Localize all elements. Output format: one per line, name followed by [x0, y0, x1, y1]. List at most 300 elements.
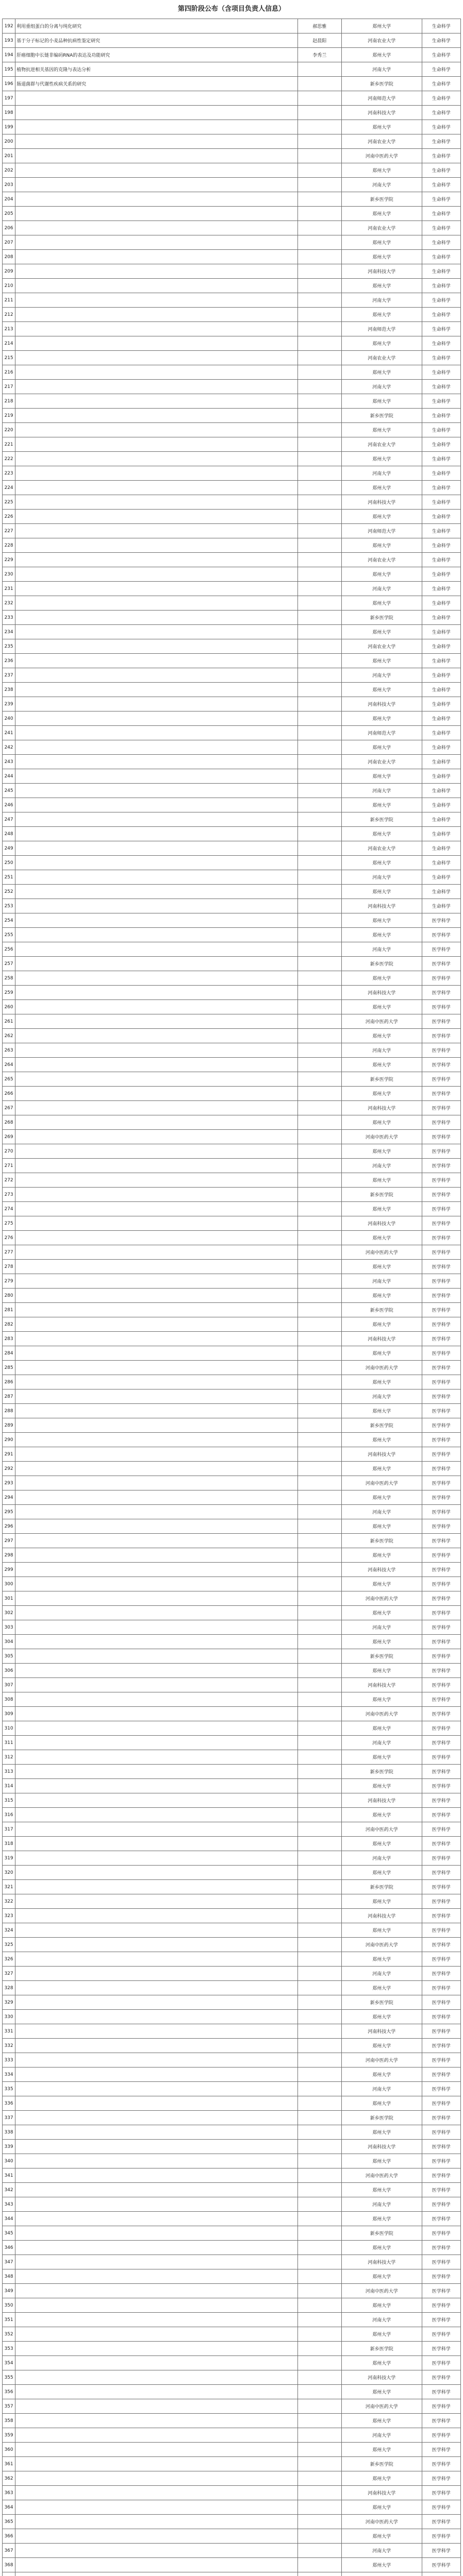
discipline: 生命科学: [422, 437, 460, 452]
host-institution: 河南科技大学: [341, 495, 422, 510]
project-leader: [297, 1447, 341, 1462]
discipline: 医学科学: [422, 1418, 460, 1433]
row-number: 216: [3, 365, 15, 380]
row-number: 249: [3, 841, 15, 856]
row-number: 342: [3, 2183, 15, 2197]
project-leader: [297, 1909, 341, 1923]
project-title: [15, 971, 297, 986]
row-number: 302: [3, 1606, 15, 1620]
project-title: [15, 207, 297, 221]
project-leader: [297, 942, 341, 957]
table-row: [3, 1101, 461, 1115]
table-row: [3, 755, 461, 769]
table-row: [3, 2342, 461, 2356]
host-institution: 河南大学: [341, 942, 422, 957]
project-leader: [297, 1952, 341, 1967]
host-institution: 河南科技大学: [341, 2255, 422, 2269]
project-leader: [297, 1721, 341, 1736]
host-institution: 河南科技大学: [341, 1563, 422, 1577]
project-leader: [297, 1274, 341, 1289]
host-institution: 河南中医药大学: [341, 2399, 422, 2414]
discipline: 生命科学: [422, 62, 460, 77]
project-title: [15, 2039, 297, 2053]
project-leader: [297, 1664, 341, 1678]
project-title: [15, 1952, 297, 1967]
host-institution: 郑州大学: [341, 2471, 422, 2486]
row-number: 331: [3, 2024, 15, 2039]
project-leader: [297, 1534, 341, 1548]
host-institution: 郑州大学: [341, 1115, 422, 1130]
discipline: 生命科学: [422, 394, 460, 409]
row-number: 357: [3, 2399, 15, 2414]
project-title: [15, 2111, 297, 2125]
discipline: 生命科学: [422, 264, 460, 279]
project-title: [15, 2356, 297, 2370]
host-institution: 郑州大学: [341, 1981, 422, 1995]
project-leader: [297, 1289, 341, 1303]
project-leader: [297, 1678, 341, 1692]
project-title: [15, 1404, 297, 1418]
table-row: [3, 582, 461, 596]
table-row: [3, 2197, 461, 2212]
table-row: [3, 2298, 461, 2313]
project-title: [15, 437, 297, 452]
discipline: 生命科学: [422, 755, 460, 769]
discipline: 医学科学: [422, 2024, 460, 2039]
project-leader: [297, 2053, 341, 2067]
row-number: 226: [3, 510, 15, 524]
table-row: [3, 48, 461, 62]
discipline: 医学科学: [422, 1173, 460, 1188]
discipline: 医学科学: [422, 1548, 460, 1563]
row-number: 256: [3, 942, 15, 957]
project-title: [15, 2370, 297, 2385]
discipline: 生命科学: [422, 380, 460, 394]
host-institution: 郑州大学: [341, 481, 422, 495]
project-title: [15, 870, 297, 885]
project-title: [15, 221, 297, 235]
table-row: [3, 1173, 461, 1188]
row-number: 366: [3, 2529, 15, 2544]
project-title: [15, 394, 297, 409]
table-row: [3, 2269, 461, 2284]
row-number: 253: [3, 899, 15, 913]
discipline: 医学科学: [422, 2399, 460, 2414]
discipline: 医学科学: [422, 942, 460, 957]
row-number: [3, 2572, 15, 2576]
project-table-body: [3, 19, 461, 2576]
discipline: 医学科学: [422, 2327, 460, 2342]
project-leader: [297, 2197, 341, 2212]
row-number: 210: [3, 279, 15, 293]
project-leader: [297, 1606, 341, 1620]
row-number: 301: [3, 1591, 15, 1606]
row-number: 260: [3, 1000, 15, 1014]
row-number: 206: [3, 221, 15, 235]
discipline: 生命科学: [422, 510, 460, 524]
row-number: 231: [3, 582, 15, 596]
row-number: 352: [3, 2327, 15, 2342]
table-row: [3, 2024, 461, 2039]
project-leader: [297, 1837, 341, 1851]
discipline: 生命科学: [422, 726, 460, 740]
host-institution: 郑州大学: [341, 423, 422, 437]
host-institution: 河南科技大学: [341, 1216, 422, 1231]
project-title: [15, 2385, 297, 2399]
row-number: 326: [3, 1952, 15, 1967]
project-leader: [297, 2111, 341, 2125]
row-number: 222: [3, 452, 15, 466]
host-institution: 河南大学: [341, 870, 422, 885]
host-institution: 河南大学: [341, 2082, 422, 2096]
table-row: [3, 1115, 461, 1130]
project-leader: [297, 1923, 341, 1938]
row-number: 340: [3, 2154, 15, 2168]
discipline: 生命科学: [422, 308, 460, 322]
project-leader: [297, 1736, 341, 1750]
project-title: [15, 2140, 297, 2154]
project-title: [15, 264, 297, 279]
row-number: 289: [3, 1418, 15, 1433]
project-leader: [297, 1433, 341, 1447]
table-row: [3, 596, 461, 611]
table-row: [3, 437, 461, 452]
project-title: [15, 2572, 297, 2576]
table-row: [3, 1260, 461, 1274]
discipline: 医学科学: [422, 2558, 460, 2572]
discipline: 生命科学: [422, 279, 460, 293]
host-institution: 河南大学: [341, 293, 422, 308]
discipline: 生命科学: [422, 841, 460, 856]
row-number: 288: [3, 1404, 15, 1418]
row-number: 197: [3, 91, 15, 106]
discipline: 医学科学: [422, 986, 460, 1000]
discipline: 生命科学: [422, 582, 460, 596]
host-institution: 郑州大学: [341, 1202, 422, 1216]
row-number: 329: [3, 1995, 15, 2010]
table-row: [3, 1793, 461, 1808]
host-institution: 郑州大学: [341, 1317, 422, 1332]
table-row: [3, 1317, 461, 1332]
project-title: [15, 2457, 297, 2471]
project-leader: [297, 1087, 341, 1101]
project-title: [15, 2226, 297, 2241]
host-institution: 郑州大学: [341, 1000, 422, 1014]
host-institution: 郑州大学: [341, 1779, 422, 1793]
host-institution: 河南大学: [341, 62, 422, 77]
project-leader: [297, 1793, 341, 1808]
project-title: [15, 1130, 297, 1144]
table-row: [3, 2457, 461, 2471]
project-leader: [297, 1000, 341, 1014]
host-institution: 郑州大学: [341, 928, 422, 942]
host-institution: 郑州大学: [341, 1837, 422, 1851]
discipline: 生命科学: [422, 495, 460, 510]
project-title: [15, 1332, 297, 1346]
row-number: 228: [3, 538, 15, 553]
row-number: 258: [3, 971, 15, 986]
discipline: 医学科学: [422, 2226, 460, 2241]
discipline: 医学科学: [422, 1591, 460, 1606]
discipline: 医学科学: [422, 2212, 460, 2226]
table-row: [3, 1303, 461, 1317]
table-row: [3, 1721, 461, 1736]
project-title: 植物抗逆相关基因的克隆与表达分析: [15, 62, 297, 77]
host-institution: 郑州大学: [341, 1087, 422, 1101]
project-title: [15, 1981, 297, 1995]
table-row: [3, 827, 461, 841]
project-leader: [297, 957, 341, 971]
host-institution: 郑州大学: [341, 1721, 422, 1736]
project-title: [15, 1260, 297, 1274]
project-leader: [297, 1995, 341, 2010]
discipline: 生命科学: [422, 899, 460, 913]
discipline: 医学科学: [422, 957, 460, 971]
host-institution: 郑州大学: [341, 336, 422, 351]
table-row: [3, 1606, 461, 1620]
host-institution: 郑州大学: [341, 2010, 422, 2024]
discipline: 医学科学: [422, 1707, 460, 1721]
row-number: 263: [3, 1043, 15, 1058]
project-leader: [297, 1577, 341, 1591]
discipline: 生命科学: [422, 409, 460, 423]
project-title: [15, 1173, 297, 1188]
table-row: [3, 62, 461, 77]
table-row: [3, 178, 461, 192]
host-institution: 郑州大学: [341, 48, 422, 62]
discipline: 医学科学: [422, 2515, 460, 2529]
project-leader: [297, 1822, 341, 1837]
project-leader: [297, 2457, 341, 2471]
project-title: [15, 1289, 297, 1303]
row-number: 275: [3, 1216, 15, 1231]
project-leader: [297, 380, 341, 394]
project-leader: [297, 2125, 341, 2140]
project-leader: [297, 1303, 341, 1317]
row-number: 300: [3, 1577, 15, 1591]
project-title: 肠道菌群与代谢性疾病关系的研究: [15, 77, 297, 91]
project-leader: [297, 452, 341, 466]
row-number: 286: [3, 1375, 15, 1389]
host-institution: [341, 2572, 422, 2576]
table-row: [3, 1548, 461, 1563]
project-leader: [297, 336, 341, 351]
discipline: 医学科学: [422, 1447, 460, 1462]
project-title: [15, 2414, 297, 2428]
host-institution: 郑州大学: [341, 683, 422, 697]
project-title: [15, 1115, 297, 1130]
project-title: [15, 2313, 297, 2327]
row-number: 255: [3, 928, 15, 942]
project-title: [15, 611, 297, 625]
project-title: [15, 1303, 297, 1317]
table-row: [3, 2183, 461, 2197]
row-number: 198: [3, 106, 15, 120]
project-title: [15, 2284, 297, 2298]
row-number: 251: [3, 870, 15, 885]
project-title: [15, 495, 297, 510]
project-leader: [297, 1216, 341, 1231]
project-leader: [297, 1635, 341, 1649]
row-number: 294: [3, 1490, 15, 1505]
table-row: [3, 740, 461, 755]
row-number: 204: [3, 192, 15, 207]
project-leader: [297, 1620, 341, 1635]
project-title: [15, 798, 297, 812]
host-institution: 郑州大学: [341, 510, 422, 524]
host-institution: 河南大学: [341, 784, 422, 798]
project-leader: [297, 235, 341, 250]
row-number: 295: [3, 1505, 15, 1519]
project-leader: [297, 2529, 341, 2544]
project-leader: [297, 2385, 341, 2399]
host-institution: 郑州大学: [341, 163, 422, 178]
row-number: 223: [3, 466, 15, 481]
discipline: 医学科学: [422, 2544, 460, 2558]
row-number: 360: [3, 2443, 15, 2457]
project-title: [15, 91, 297, 106]
project-title: [15, 784, 297, 798]
project-leader: [297, 812, 341, 827]
host-institution: 郑州大学: [341, 2212, 422, 2226]
discipline: 医学科学: [422, 1274, 460, 1289]
row-number: 345: [3, 2226, 15, 2241]
host-institution: 河南科技大学: [341, 1332, 422, 1346]
table-row: [3, 625, 461, 639]
project-leader: [297, 1418, 341, 1433]
discipline: 生命科学: [422, 538, 460, 553]
table-row: [3, 986, 461, 1000]
project-leader: [297, 1649, 341, 1664]
project-leader: [297, 538, 341, 553]
project-leader: [297, 2471, 341, 2486]
row-number: 230: [3, 567, 15, 582]
project-leader: [297, 885, 341, 899]
row-number: 365: [3, 2515, 15, 2529]
host-institution: 郑州大学: [341, 2327, 422, 2342]
project-leader: [297, 524, 341, 538]
table-row: [3, 1505, 461, 1519]
host-institution: 郑州大学: [341, 2269, 422, 2284]
row-number: 241: [3, 726, 15, 740]
host-institution: 郑州大学: [341, 856, 422, 870]
host-institution: 郑州大学: [341, 1260, 422, 1274]
project-title: [15, 2197, 297, 2212]
project-leader: [297, 2428, 341, 2443]
host-institution: 郑州大学: [341, 1519, 422, 1534]
project-title: [15, 2327, 297, 2342]
table-row: [3, 221, 461, 235]
project-leader: [297, 798, 341, 812]
row-number: 336: [3, 2096, 15, 2111]
discipline: 医学科学: [422, 1404, 460, 1418]
table-row: [3, 1750, 461, 1765]
discipline: 生命科学: [422, 322, 460, 336]
table-row: [3, 510, 461, 524]
project-leader: [297, 784, 341, 798]
project-leader: [297, 409, 341, 423]
discipline: 生命科学: [422, 697, 460, 711]
discipline: 生命科学: [422, 106, 460, 120]
host-institution: 河南农业大学: [341, 553, 422, 567]
discipline: 生命科学: [422, 250, 460, 264]
row-number: 344: [3, 2212, 15, 2226]
project-leader: [297, 437, 341, 452]
project-title: [15, 481, 297, 495]
discipline: 生命科学: [422, 481, 460, 495]
table-row: [3, 1375, 461, 1389]
row-number: 320: [3, 1866, 15, 1880]
host-institution: 河南大学: [341, 1505, 422, 1519]
host-institution: 河南师范大学: [341, 726, 422, 740]
table-row: [3, 149, 461, 163]
row-number: 229: [3, 553, 15, 567]
project-title: 肝癌细胞中长链非编码RNA的表达及功能研究: [15, 48, 297, 62]
table-row: [3, 711, 461, 726]
project-title: [15, 250, 297, 264]
discipline: 生命科学: [422, 178, 460, 192]
project-leader: [297, 2414, 341, 2428]
project-leader: [297, 1317, 341, 1332]
host-institution: 河南农业大学: [341, 33, 422, 48]
project-title: [15, 1462, 297, 1476]
project-leader: [297, 2370, 341, 2385]
host-institution: 郑州大学: [341, 2443, 422, 2457]
host-institution: 河南科技大学: [341, 2486, 422, 2500]
table-row: [3, 1447, 461, 1462]
project-title: [15, 1866, 297, 1880]
project-leader: [297, 62, 341, 77]
discipline: 医学科学: [422, 1866, 460, 1880]
discipline: 医学科学: [422, 2284, 460, 2298]
project-leader: [297, 2067, 341, 2082]
discipline: 生命科学: [422, 769, 460, 784]
discipline: 医学科学: [422, 1692, 460, 1707]
row-number: 335: [3, 2082, 15, 2096]
table-row: [3, 1216, 461, 1231]
table-row: [3, 1909, 461, 1923]
discipline: 生命科学: [422, 885, 460, 899]
discipline: 医学科学: [422, 2471, 460, 2486]
project-leader: [297, 394, 341, 409]
project-title: [15, 1591, 297, 1606]
host-institution: 河南大学: [341, 2544, 422, 2558]
table-row: [3, 1029, 461, 1043]
host-institution: 郑州大学: [341, 2039, 422, 2053]
table-row: [3, 942, 461, 957]
discipline: 生命科学: [422, 365, 460, 380]
project-leader: [297, 2443, 341, 2457]
discipline: 医学科学: [422, 2067, 460, 2082]
project-title: [15, 812, 297, 827]
project-leader: [297, 928, 341, 942]
project-title: [15, 1664, 297, 1678]
host-institution: 郑州大学: [341, 2241, 422, 2255]
table-row: [3, 1664, 461, 1678]
table-row: [3, 538, 461, 553]
project-leader: [297, 510, 341, 524]
project-title: [15, 336, 297, 351]
project-leader: [297, 1115, 341, 1130]
table-row: [3, 1490, 461, 1505]
project-title: [15, 885, 297, 899]
project-title: [15, 769, 297, 784]
table-row: [3, 1707, 461, 1721]
project-title: [15, 2544, 297, 2558]
host-institution: 郑州大学: [341, 1894, 422, 1909]
table-row: [3, 1072, 461, 1087]
project-leader: [297, 1058, 341, 1072]
